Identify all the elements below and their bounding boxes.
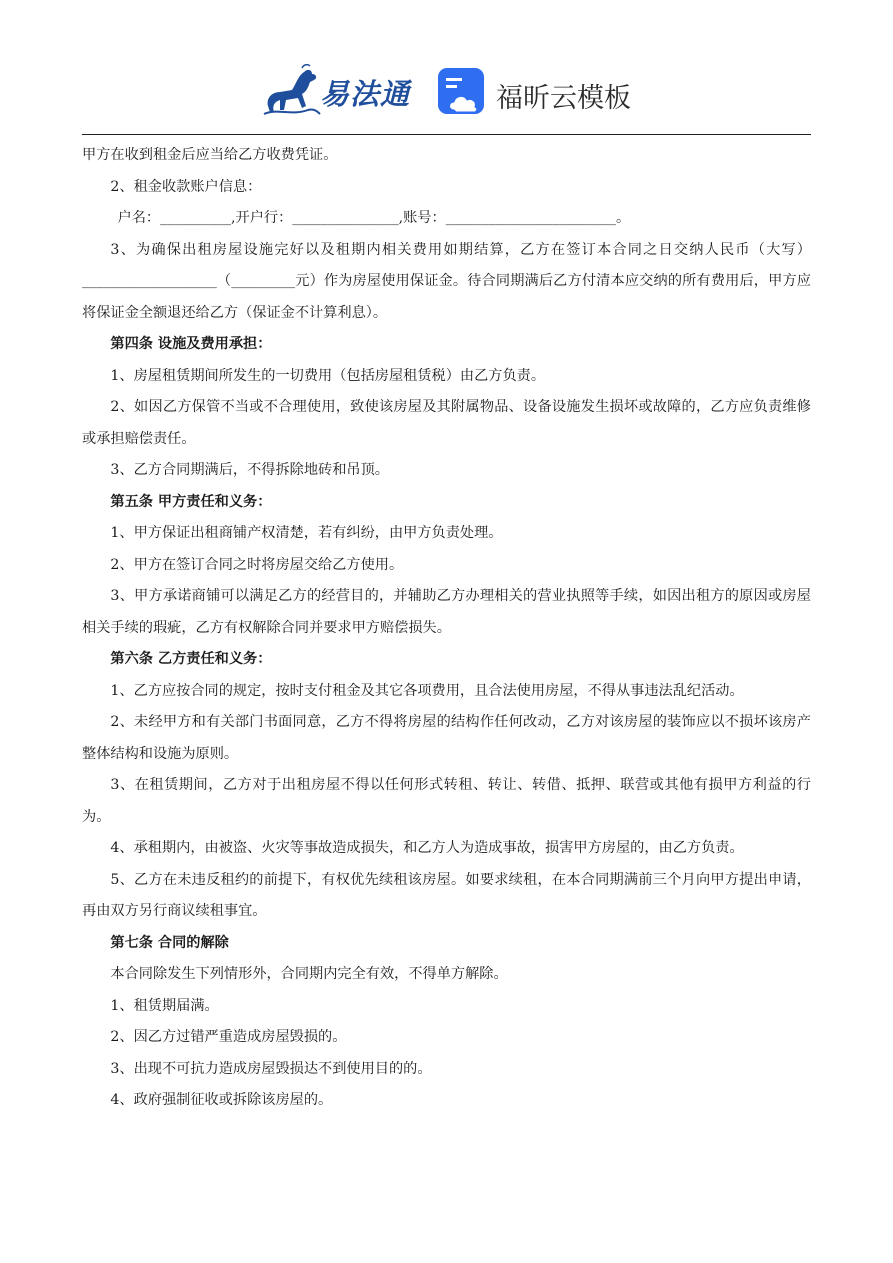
paragraph: 2、租金收款账户信息： — [110, 178, 262, 195]
paragraph: 3、为确保出租房屋设施完好以及租期内相关费用如期结算，乙方在签订本合同之日交纳人民币（大写）___________________（_________元）作为房屋使用保证金。待合同期满后乙方付清本应交纳的所有费用后，甲方应将保证金全额退还给乙方（保证金不计算利息）。 — [82, 241, 811, 321]
fuxin-template-logo — [436, 66, 636, 118]
yifatong-logo — [262, 62, 414, 118]
paragraph: 3、乙方合同期满后，不得拆除地砖和吊顶。 — [110, 462, 389, 478]
header-divider — [82, 134, 811, 135]
section-heading: 第七条 合同的解除 — [110, 934, 229, 951]
section-heading: 第六条 乙方责任和义务： — [110, 651, 272, 667]
page-header — [0, 0, 893, 134]
paragraph: 3、在租赁期间，乙方对于出租房屋不得以任何形式转租、转让、转借、抵押、联营或其他有损甲方利益的行为。 — [82, 777, 811, 825]
paragraph: 4、承租期内，由被盗、火灾等事故造成损失，和乙方人为造成事故，损害甲方房屋的，由乙方负责。 — [110, 840, 744, 856]
paragraph: 5、乙方在未违反租约的前提下，有权优先续租该房屋。如要求续租，在本合同期满前三个月向甲方提出申请，再由双方另行商议续租事宜。 — [82, 871, 811, 919]
paragraph: 3、出现不可抗力造成房屋毁损达不到使用目的的。 — [110, 1060, 432, 1077]
paragraph: 4、政府强制征收或拆除该房屋的。 — [110, 1092, 333, 1108]
paragraph: 2、甲方在签订合同之时将房屋交给乙方使用。 — [110, 556, 404, 573]
paragraph: 1、甲方保证出租商铺产权清楚，若有纠纷，由甲方负责处理。 — [110, 525, 503, 541]
contract-body — [82, 140, 811, 1117]
brand-right: 福昕云模板 — [496, 83, 631, 114]
paragraph: 3、甲方承诺商铺可以满足乙方的经营目的，并辅助乙方办理相关的营业执照等手续，如因出租方的原因或房屋相关手续的瑕疵，乙方有权解除合同并要求甲方赔偿损失。 — [82, 588, 811, 636]
brand-left: 易法通 — [320, 77, 411, 111]
paragraph: 1、租赁期届满。 — [110, 997, 219, 1014]
account-info-line: 户名：__________,开户行：_______________,账号：________________________。 — [117, 210, 631, 226]
paragraph: 甲方在收到租金后应当给乙方收费凭证。 — [82, 147, 338, 163]
paragraph: 2、因乙方过错严重造成房屋毁损的。 — [110, 1029, 347, 1045]
paragraph: 2、未经甲方和有关部门书面同意，乙方不得将房屋的结构作任何改动，乙方对该房屋的装饰应以不损坏该房产整体结构和设施为原则。 — [82, 714, 811, 762]
section-heading: 第五条 甲方责任和义务： — [110, 493, 272, 510]
qilin-icon — [262, 62, 322, 118]
paragraph: 2、如因乙方保管不当或不合理使用，致使该房屋及其附属物品、设备设施发生损坏或故障的，乙方应负责维修或承担赔偿责任。 — [82, 399, 811, 447]
section-heading: 第四条 设施及费用承担： — [110, 336, 272, 352]
paragraph: 本合同除发生下列情形外，合同期内完全有效，不得单方解除。 — [110, 966, 508, 982]
paragraph: 1、房屋租赁期间所发生的一切费用（包括房屋租赁税）由乙方负责。 — [110, 367, 546, 384]
cloud-document-icon — [436, 66, 488, 118]
paragraph: 1、乙方应按合同的规定，按时支付租金及其它各项费用，且合法使用房屋，不得从事违法乱纪活动。 — [110, 682, 744, 699]
